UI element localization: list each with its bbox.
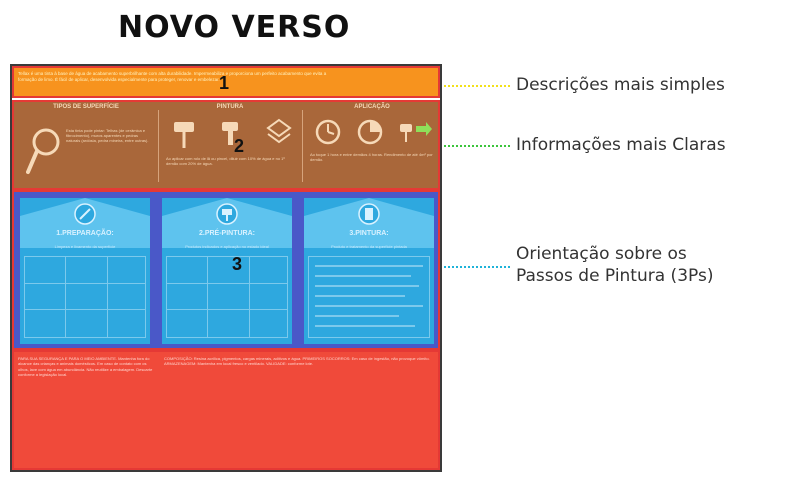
column-text: Esta tinta pode pintar: Telhas (de cerâmica e fibrocimento), muros aparentes e pedras naturais (ardósia, pedra mineira, entre outras).: [66, 128, 149, 143]
clock-icon: [314, 118, 342, 146]
step-header-shape: [162, 198, 292, 248]
step-title: 3.PINTURA:: [349, 230, 389, 237]
callout-simpler-descriptions: Descrições mais simples: [516, 75, 725, 95]
section-1-description: [12, 66, 440, 98]
column-painting: [162, 104, 298, 188]
callout-connector-3: [444, 266, 510, 268]
section-2-information: [12, 100, 440, 190]
column-title: TIPOS DE SUPERFÍCIE: [53, 104, 119, 110]
pie-icon: [356, 118, 384, 146]
callout-connector-2: [444, 145, 510, 147]
step-card-preparation: [20, 198, 150, 344]
step-list: [308, 256, 430, 338]
step-header-shape: [20, 198, 150, 248]
section-2-number: 2: [234, 136, 245, 156]
column-application: [306, 104, 438, 188]
step-header-shape: [304, 198, 434, 248]
step-table: [24, 256, 146, 338]
safety-text-right: COMPOSIÇÃO: Resina acrílica, pigmentos, cargas minerais, aditivos e água. PRIMEIROS SOCORROS: Em caso de ingestão, não provoque vômito. ARMAZENAGEM: Mantenha em local fresco e ventilado. VALIDADE: conforme lote.: [164, 356, 430, 367]
step-title: 2.PRÉ-PINTURA:: [198, 230, 255, 237]
safety-text-left: PARA SUA SEGURANÇA E PARA O MEIO AMBIENTE. Mantenha fora do alcance das crianças e animais domésticos. Em caso de contato com os olhos, lave com água em abundância. Não reutilize a embalagem. Descarte conforme a legislação local.: [18, 356, 153, 378]
divider: [158, 110, 159, 182]
step-title: 1.PREPARAÇÃO:: [56, 230, 114, 237]
layers-icon: [266, 118, 292, 148]
roller-arrow-icon: [398, 118, 432, 146]
step-table: [166, 256, 288, 338]
section-1-number: 1: [219, 73, 230, 93]
step-subtitle: Produto e tratamento da superfície pintada: [331, 244, 407, 249]
step-card-pre-painting: [162, 198, 292, 344]
column-title: APLICAÇÃO: [354, 104, 390, 110]
column-title: PINTURA: [216, 104, 244, 110]
step-card-painting: [304, 198, 434, 344]
label-back-panel: [10, 64, 442, 472]
section-3-steps: [12, 190, 440, 350]
callout-painting-steps: [516, 243, 713, 287]
section-1-text: Tellax é uma tinta à base de água de acabamento superbrilhante com alta durabilidade. Impermeabiliza e proporciona um perfeito acabamento que evita a formação de limo. É fácil de aplicar, desenvolvida especialmente para proteger, renovar e embelezar.: [18, 71, 327, 82]
roller-icon: [172, 118, 200, 152]
step-subtitle: Produtos indicados e aplicação no estado ideal: [185, 244, 269, 249]
column-text: Ao aplicar com rolo de lã ou pincel, diluir com 10% de água e no 1º demão com 20% de água.: [166, 156, 285, 166]
page-title: NOVO VERSO: [118, 10, 351, 45]
column-surface-types: [18, 104, 154, 188]
column-text: Ao toque 1 hora e entre demãos 4 horas. Rendimento de até 4m² por demão.: [310, 152, 433, 162]
magnifier-icon: [26, 126, 62, 176]
callout-connector-1: [444, 85, 510, 87]
callout-clearer-information: Informações mais Claras: [516, 135, 726, 155]
section-4-safety-info: [12, 350, 440, 470]
step-subtitle: Limpeza e lixamento da superfície: [54, 244, 116, 249]
section-3-number: 3: [232, 254, 243, 274]
callout-line-2: Passos de Pintura (3Ps): [516, 266, 714, 286]
divider: [302, 110, 303, 182]
callout-line-1: Orientação sobre os: [516, 244, 687, 264]
